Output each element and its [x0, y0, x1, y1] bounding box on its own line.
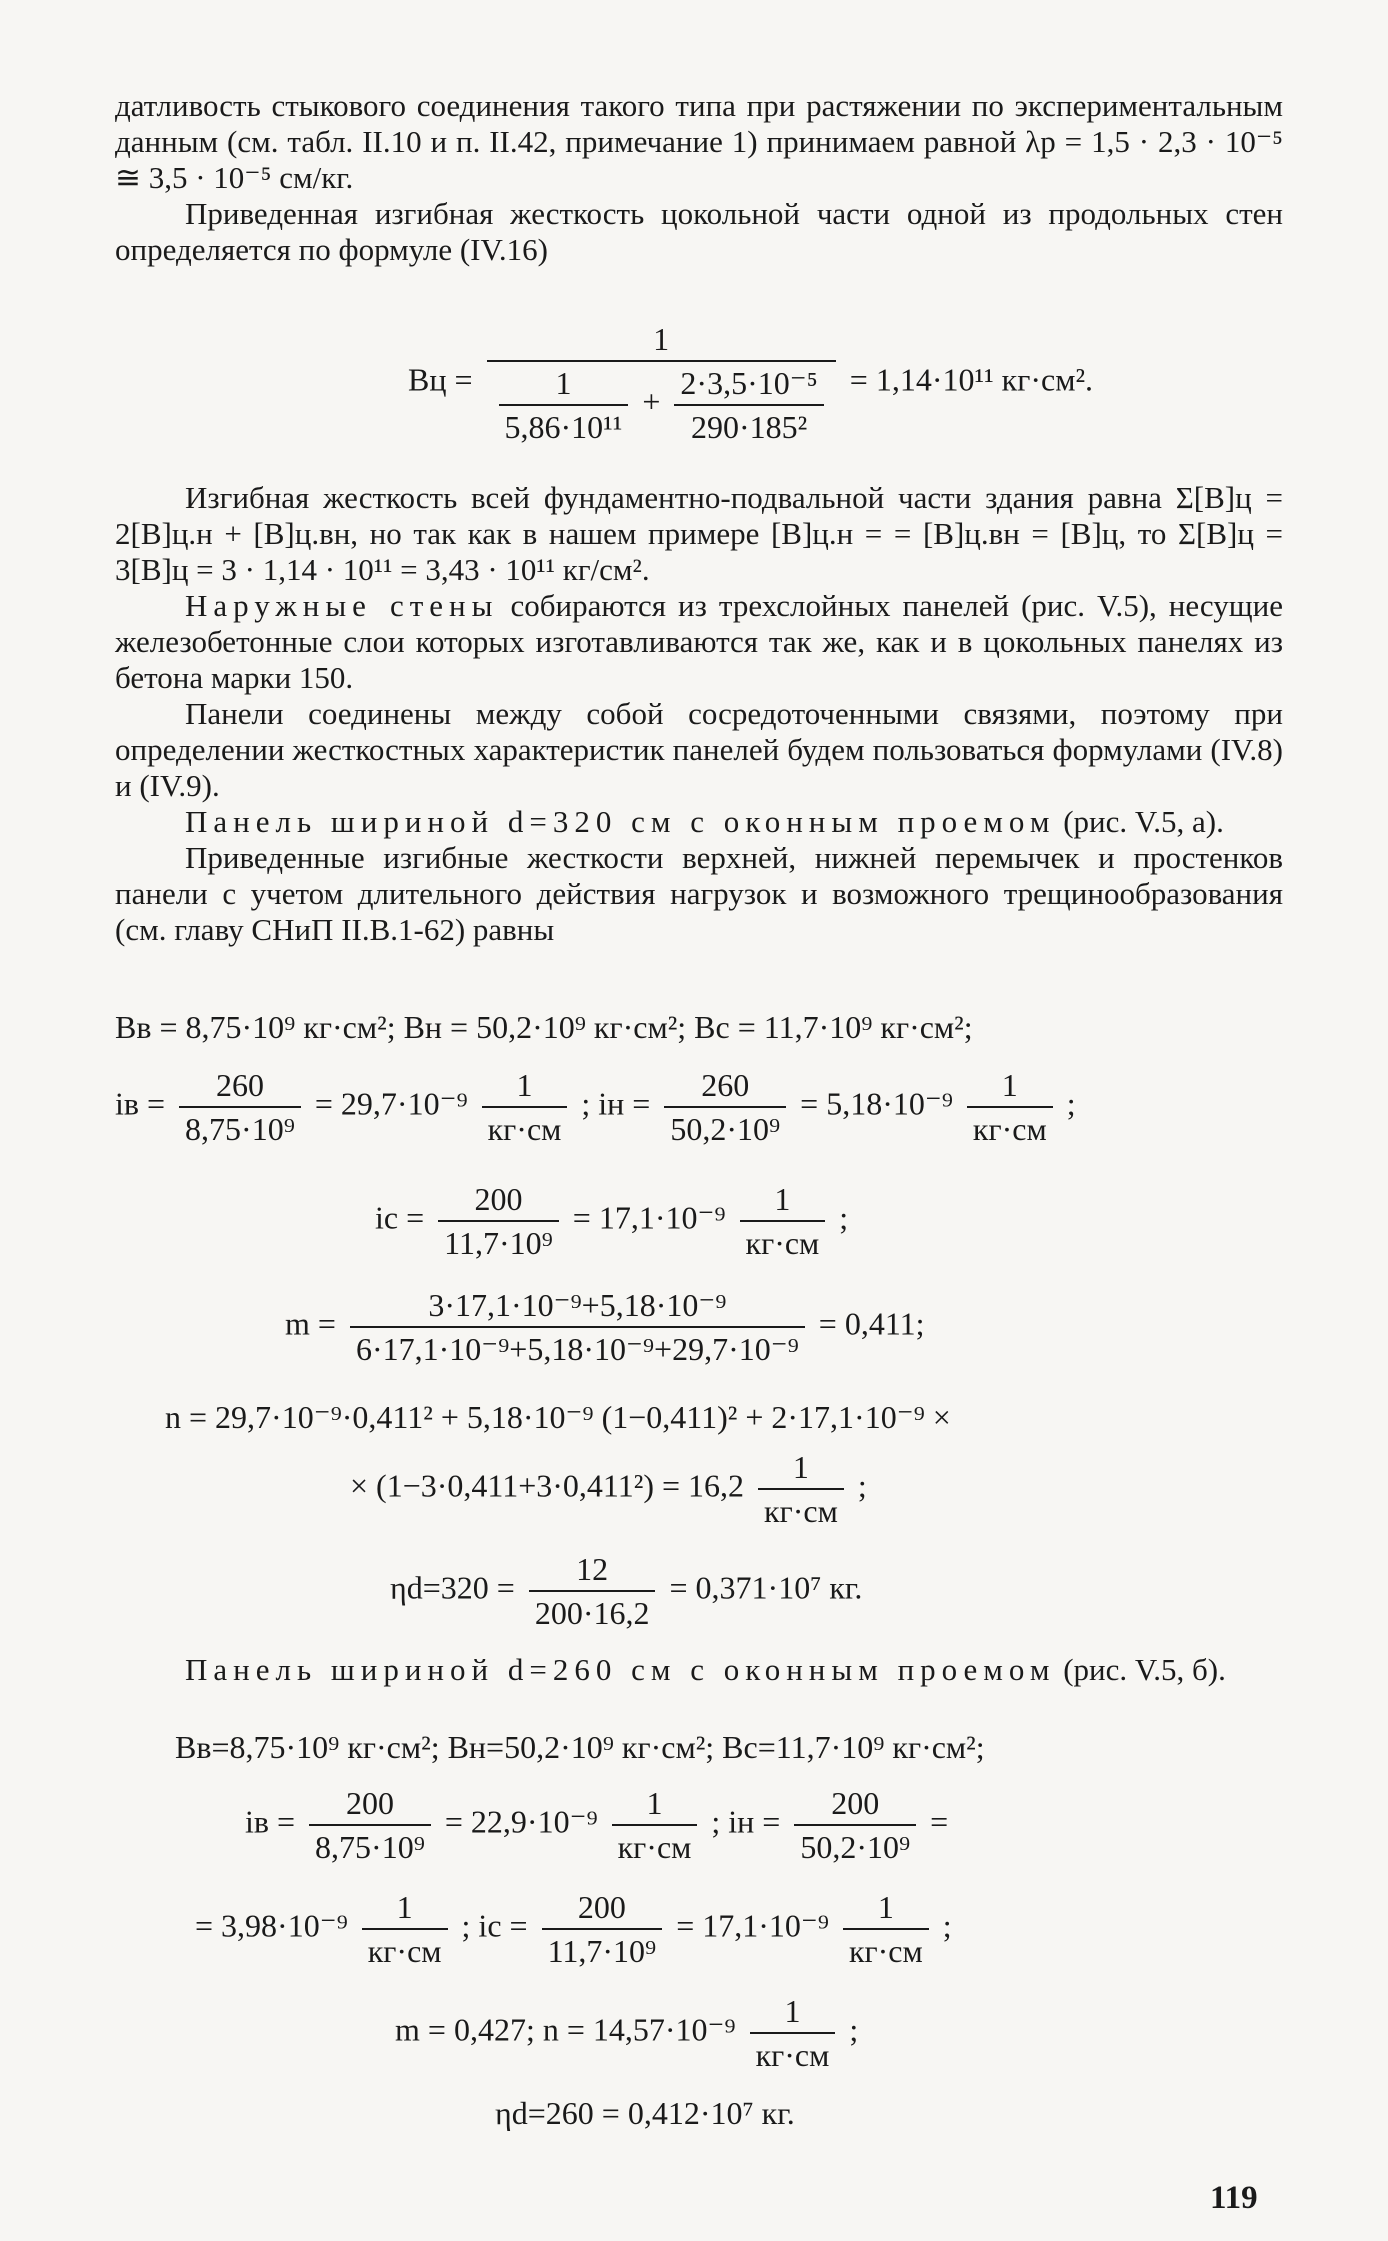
in-unit-den: кг·см	[967, 1106, 1053, 1148]
n-unit-den: кг·см	[758, 1488, 844, 1530]
iv-fraction	[179, 1066, 301, 1148]
bc-plus: +	[642, 383, 661, 420]
in-unit	[967, 1066, 1053, 1148]
ic2-unit-num: 1	[877, 1889, 894, 1925]
in2-num: 200	[831, 1785, 880, 1821]
text-block-middle	[115, 480, 1283, 948]
m-den: 6·17,1·10⁻⁹+5,18·10⁻⁹+29,7·10⁻⁹	[350, 1326, 805, 1368]
eta320-lhs: ηd=320 =	[390, 1569, 515, 1606]
eta320-den: 200·16,2	[529, 1590, 656, 1632]
bc-d1-den: 5,86·10¹¹	[499, 404, 629, 446]
in2-unit-den: кг·см	[362, 1928, 448, 1970]
n-unit	[758, 1448, 844, 1530]
bc-numerator: 1	[653, 321, 670, 357]
n-unit-num: 1	[792, 1449, 809, 1485]
eta320-rhs: = 0,371·10⁷ кг.	[669, 1569, 863, 1606]
in2-den: 50,2·10⁹	[794, 1824, 916, 1866]
mn2-semicolon: ;	[849, 2011, 859, 2048]
bc-rhs: = 1,14·10¹¹ кг·см².	[849, 361, 1094, 398]
ic-mid: = 17,1·10⁻⁹	[572, 1199, 726, 1236]
bc-lhs: Bц =	[408, 361, 473, 398]
in-semicolon: ;	[1066, 1085, 1076, 1122]
mn2-text: m = 0,427; n = 14,57·10⁻⁹	[395, 2011, 736, 2048]
formula-iv-in-320	[115, 1066, 1076, 1148]
bc-fraction	[487, 320, 836, 446]
mn2-unit	[750, 1992, 836, 2074]
ic2-fraction	[542, 1888, 663, 1970]
m-num: 3·17,1·10⁻⁹+5,18·10⁻⁹	[428, 1287, 727, 1323]
iv-unit	[482, 1066, 568, 1148]
in2-end: =	[930, 1803, 949, 1840]
formula-n-line1: n = 29,7·10⁻⁹·0,411² + 5,18·10⁻⁹ (1−0,411)² + 2·17,1·10⁻⁹ ×	[165, 1399, 951, 1435]
iv2-mid: = 22,9·10⁻⁹	[444, 1803, 598, 1840]
panel-320-heading: Панель шириной d=320 см с оконным проемом	[185, 804, 1056, 839]
n-semicolon: ;	[857, 1467, 867, 1504]
ic-semicolon: ;	[839, 1199, 849, 1236]
ic2-unit-den: кг·см	[843, 1928, 929, 1970]
panel-320-figure-ref: (рис. V.5, а).	[1063, 804, 1224, 839]
in-fraction	[664, 1066, 786, 1148]
iv-mid: = 29,7·10⁻⁹	[314, 1085, 468, 1122]
iv2-fraction	[309, 1784, 431, 1866]
paragraph-stiffness-values: Приведенные изгибные жесткости верхней, нижней перемычек и простенков панели с учетом длительного действия нагрузок и возможного трещинообразования (см. главу СНиП II.В.1-62) равны	[115, 840, 1283, 947]
bc-d2	[674, 364, 823, 446]
text-block-panel-260	[115, 1652, 1283, 1688]
mn2-unit-num: 1	[784, 1993, 801, 2029]
outer-walls-rest: собираются из трехслойных панелей (рис. V.5), несущие железобетонные слои которых изготавливаются так же, как и в цокольных панелях из бетона марки 150.	[115, 588, 1283, 695]
bc-d1-num: 1	[555, 365, 572, 401]
formula-b320: Bв = 8,75·10⁹ кг·см²; Bн = 50,2·10⁹ кг·см²; Bс = 11,7·10⁹ кг·см²;	[115, 1009, 973, 1045]
paragraph-outer-walls	[115, 588, 1283, 696]
text-block-top	[115, 88, 1283, 268]
iv-num: 260	[215, 1067, 264, 1103]
bc-d1	[499, 364, 629, 446]
iv-unit-den: кг·см	[482, 1106, 568, 1148]
ic-fraction	[438, 1180, 559, 1262]
ic2-mid: = 17,1·10⁻⁹	[676, 1907, 829, 1944]
mn2-unit-den: кг·см	[750, 2032, 836, 2074]
in-den: 50,2·10⁹	[664, 1106, 786, 1148]
formula-mn-260	[395, 1992, 858, 2074]
ic-unit-num: 1	[774, 1181, 791, 1217]
panel-260-heading: Панель шириной d=260 см с оконным проемом	[185, 1652, 1056, 1687]
eta320-fraction	[529, 1550, 656, 1632]
in-num: 260	[701, 1067, 750, 1103]
iv2-unit	[612, 1784, 698, 1866]
in2-fraction	[794, 1784, 916, 1866]
bc-denominator	[487, 360, 836, 446]
formula-eta-320	[390, 1550, 862, 1632]
iv2-unit-num: 1	[646, 1785, 663, 1821]
formula-b260: Bв=8,75·10⁹ кг·см²; Bн=50,2·10⁹ кг·см²; Bс=11,7·10⁹ кг·см²;	[175, 1729, 985, 1765]
formula-bc	[408, 320, 1093, 446]
m-fraction	[350, 1286, 805, 1368]
paragraph-continuation: датливость стыкового соединения такого типа при растяжении по экспериментальным данным (см. табл. II.10 и п. II.42, примечание 1) принимаем равной λр = 1,5 · 2,3 · 10⁻⁵ ≅ 3,5 · 10⁻⁵ см/кг.	[115, 88, 1283, 195]
paragraph-panel-260	[115, 1652, 1283, 1688]
ic2-den: 11,7·10⁹	[542, 1928, 663, 1970]
ic2-sep: ; iс =	[461, 1907, 528, 1944]
paragraph-total-stiffness: Изгибная жесткость всей фундаментно-подвальной части здания равна Σ[B]ц = 2[B]ц.н + [B]ц.вн, но так как в нашем примере [B]ц.н = = [B]ц.вн = [B]ц, то Σ[B]ц = 3[B]ц = 3 · 1,14 · 10¹¹ = 3,43 · 10¹¹ кг/см².	[115, 480, 1283, 587]
formula-m-320	[285, 1286, 925, 1368]
in2-unit	[362, 1888, 448, 1970]
in-unit-num: 1	[1001, 1067, 1018, 1103]
in-mid: = 5,18·10⁻⁹	[800, 1085, 953, 1122]
m-lhs: m =	[285, 1305, 336, 1342]
iv2-unit-den: кг·см	[612, 1824, 698, 1866]
iv-lhs: iв =	[115, 1085, 166, 1122]
formula-iv-in-260	[245, 1784, 948, 1866]
formula-ic-320	[375, 1180, 848, 1262]
paragraph-panel-320	[115, 804, 1283, 840]
paragraph-reduced-stiffness: Приведенная изгибная жесткость цокольной части одной из продольных стен определяется по формуле (IV.16)	[115, 196, 1283, 267]
ic-unit-den: кг·см	[740, 1220, 826, 1262]
iv2-lhs: iв =	[245, 1803, 296, 1840]
m-rhs: = 0,411;	[818, 1305, 925, 1342]
page-number: 119	[1210, 2180, 1258, 2216]
ic2-num: 200	[577, 1889, 626, 1925]
ic2-unit	[843, 1888, 929, 1970]
iv-unit-num: 1	[516, 1067, 533, 1103]
ic-num: 200	[474, 1181, 523, 1217]
in2-val: = 3,98·10⁻⁹	[195, 1907, 348, 1944]
panel-260-figure-ref: (рис. V.5, б).	[1063, 1652, 1226, 1687]
eta320-num: 12	[576, 1551, 609, 1587]
n-line2-text: × (1−3·0,411+3·0,411²) = 16,2	[350, 1467, 745, 1504]
iv2-num: 200	[345, 1785, 394, 1821]
ic2-semicolon: ;	[942, 1907, 952, 1944]
ic-den: 11,7·10⁹	[438, 1220, 559, 1262]
formula-eta-260: ηd=260 = 0,412·10⁷ кг.	[495, 2095, 795, 2131]
iv2-den: 8,75·10⁹	[309, 1824, 431, 1866]
ic-unit	[740, 1180, 826, 1262]
formula-n-line2	[350, 1448, 867, 1530]
bc-d2-num: 2·3,5·10⁻⁵	[680, 365, 818, 401]
outer-walls-spaced: Наружные стены	[185, 588, 499, 623]
in2-unit-num: 1	[396, 1889, 413, 1925]
paragraph-panels-connected: Панели соединены между собой сосредоточенными связями, поэтому при определении жесткостных характеристик панелей будем пользоваться формулами (IV.8) и (IV.9).	[115, 696, 1283, 803]
ic-lhs: iс =	[375, 1199, 425, 1236]
formula-in-ic-260	[195, 1888, 952, 1970]
iv-sep: ; iн =	[581, 1085, 651, 1122]
iv2-sep: ; iн =	[711, 1803, 781, 1840]
iv-den: 8,75·10⁹	[179, 1106, 301, 1148]
bc-d2-den: 290·185²	[674, 404, 823, 446]
